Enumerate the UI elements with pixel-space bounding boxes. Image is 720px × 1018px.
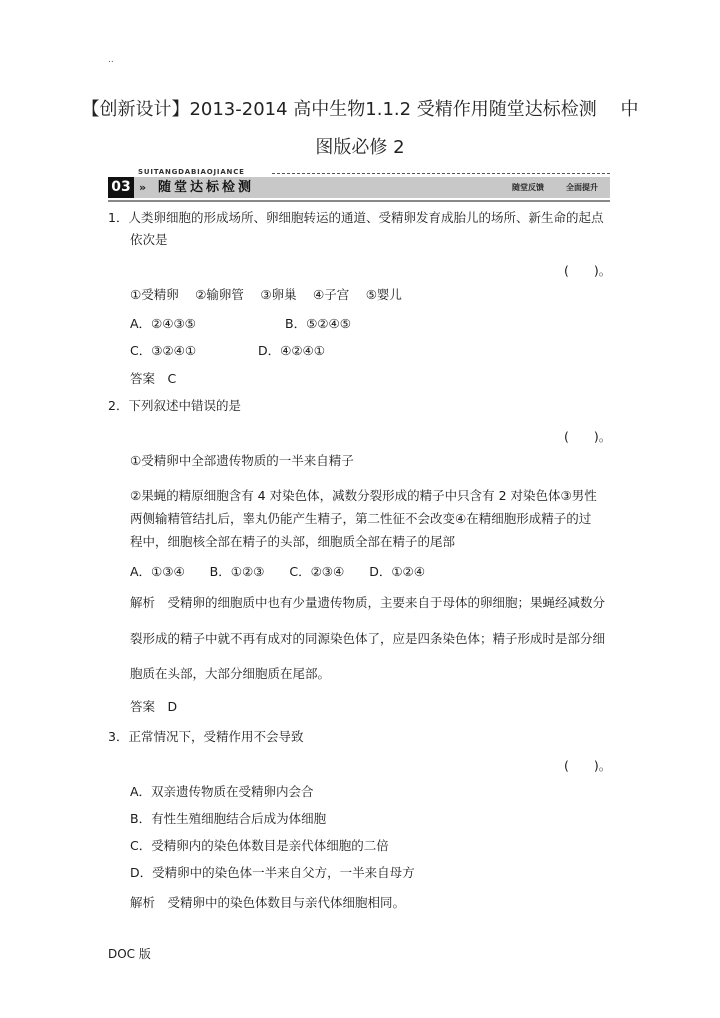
q2-analysis-line-3: 胞质在头部，大部分细胞质在尾部。: [130, 666, 331, 681]
q1-answer-blank: ( )。: [564, 263, 612, 278]
q1-option-c: C．③②④①: [130, 343, 197, 358]
q2-statement-2-line-1: ②果蝇的精原细胞含有 4 对染色体，减数分裂形成的精子中只含有 2 对染色体③男性: [130, 488, 597, 503]
header-mark: ..: [108, 55, 114, 65]
banner-heading: 随堂达标检测: [158, 180, 255, 195]
banner-label-improve: 全面提升: [566, 183, 598, 192]
q2-stem: 2．下列叙述中错误的是: [108, 398, 241, 413]
q3-option-c: C．受精卵内的染色体数目是亲代体细胞的二倍: [130, 838, 389, 853]
q1-stem-line-2: 依次是: [130, 232, 168, 247]
q1-items: ①受精卵 ②输卵管 ③卵巢 ④子宫 ⑤婴儿: [130, 287, 402, 302]
page-title-line-1: 【创新设计】2013-2014 高中生物1.1.2 受精作用随堂达标检测 中: [81, 99, 639, 120]
banner-number-badge: 03: [108, 177, 134, 198]
q3-analysis: 解析 受精卵中的染色体数目与亲代体细胞相同。: [130, 895, 406, 910]
banner-underline: [108, 200, 610, 202]
section-banner: [108, 168, 610, 202]
banner-bar: [108, 177, 610, 198]
page-title-line-2: 图版必修 2: [315, 137, 405, 158]
q3-stem: 3．正常情况下，受精作用不会导致: [108, 729, 304, 744]
q1-answer: 答案 C: [130, 371, 177, 386]
q3-option-b: B．有性生殖细胞结合后成为体细胞: [130, 811, 327, 826]
q2-analysis-line-1: 解析 受精卵的细胞质中也有少量遗传物质，主要来自于母体的卵细胞；果蝇经减数分: [130, 595, 606, 610]
page-footer: DOC 版: [108, 947, 151, 961]
double-chevron-icon: »: [139, 181, 147, 194]
q1-option-d: D．④②④①: [258, 343, 325, 358]
banner-label-feedback: 随堂反馈: [512, 183, 544, 192]
q1-option-a: A．②④③⑤: [130, 316, 196, 331]
q2-statement-1: ①受精卵中全部遗传物质的一半来自精子: [130, 453, 354, 468]
banner-pinyin: SUITANGDABIAOJIANCE: [138, 168, 245, 176]
q2-options: A．①③④ B．①②③ C．②③④ D．①②④: [130, 564, 425, 579]
banner-dashed-line: [272, 173, 610, 174]
q1-option-b: B．⑤②④⑤: [285, 316, 351, 331]
q2-answer: 答案 D: [130, 699, 178, 714]
q3-answer-blank: ( )。: [564, 758, 612, 773]
q2-statement-2-line-2: 两侧输精管结扎后，睾丸仍能产生精子，第二性征不会改变④在精细胞形成精子的过: [130, 511, 592, 526]
q1-stem-line-1: 1．人类卵细胞的形成场所、卵细胞转运的通道、受精卵发育成胎儿的场所、新生命的起点: [108, 210, 604, 225]
q2-analysis-line-2: 裂形成的精子中就不再有成对的同源染色体了，应是四条染色体；精子形成时是部分细: [130, 631, 606, 646]
q2-answer-blank: ( )。: [564, 429, 612, 444]
q2-statement-2-line-3: 程中，细胞核全部在精子的头部，细胞质全部在精子的尾部: [130, 534, 456, 549]
q3-option-d: D．受精卵中的染色体一半来自父方，一半来自母方: [130, 865, 415, 880]
q3-option-a: A．双亲遗传物质在受精卵内会合: [130, 784, 314, 799]
